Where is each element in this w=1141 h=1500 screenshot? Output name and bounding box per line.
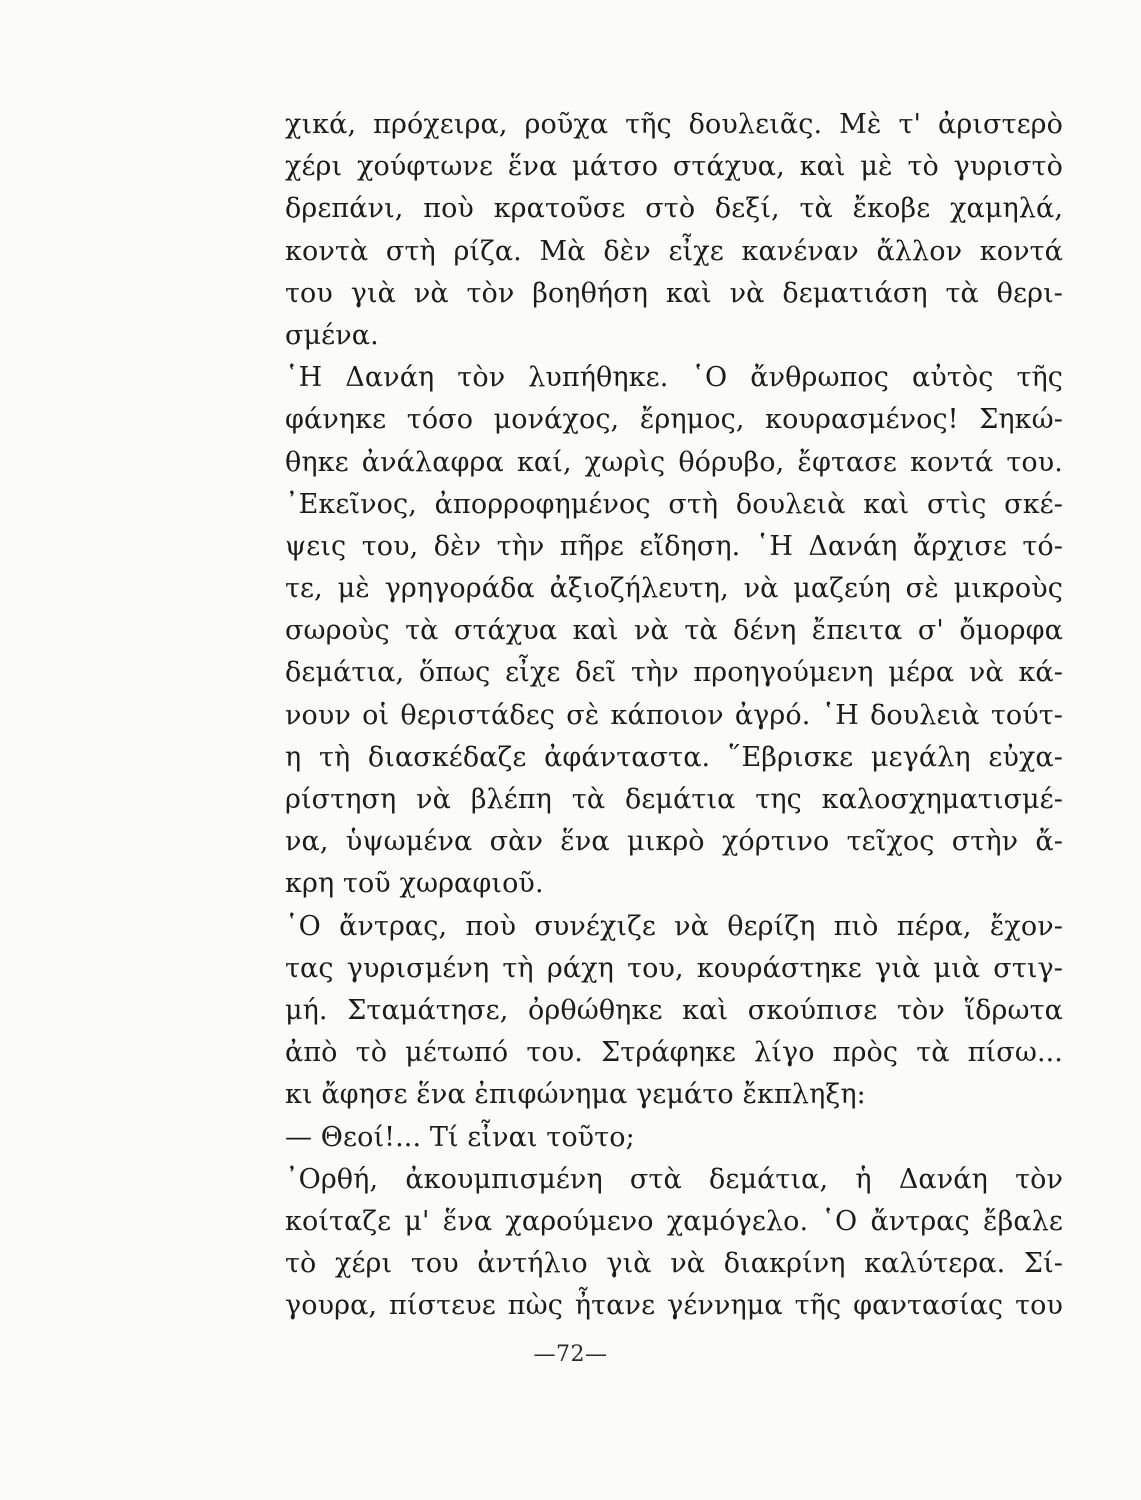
text-line: δεμάτια, ὅπως εἶχε δεῖ τὴν προηγούμενη μέρα νὰ κά- <box>285 657 1063 689</box>
text-line: ῾Η Δανάη τὸν λυπήθηκε. ῾Ο ἄνθρωπος αὐτὸς τῆς <box>285 362 1063 394</box>
text-line: σμένα. <box>285 319 379 351</box>
text-line: κοίταζε μ' ἕνα χαρούμενο χαμόγελο. ῾Ο ἄντρας ἔβαλε <box>285 1205 1063 1237</box>
text-line: θηκε ἀνάλαφρα καί, χωρὶς θόρυβο, ἔφτασε κοντά του. <box>285 446 1063 478</box>
text-line: ἀπὸ τὸ μέτωπό του. Στράφηκε λίγο πρὸς τὰ πίσω... <box>285 1037 1063 1069</box>
text-line: ψεις του, δὲν τὴν πῆρε εἴδηση. ῾Η Δανάη ἄρχισε τό- <box>285 530 1063 562</box>
text-line: κοντὰ στὴ ρίζα. Μὰ δὲν εἶχε κανέναν ἄλλον κοντά <box>285 235 1063 267</box>
text-line: — Θεοί!... Τί εἶναι τοῦτο; <box>285 1121 635 1153</box>
text-line: τας γυρισμένη τὴ ράχη του, κουράστηκε γιὰ μιὰ στιγ- <box>285 952 1063 984</box>
text-line: ᾿Εκεῖνος, ἀπορροφημένος στὴ δουλειὰ καὶ στὶς σκέ- <box>285 488 1063 520</box>
text-line: νουν οἱ θεριστάδες σὲ κάποιον ἀγρό. ῾Η δουλειὰ τούτ- <box>285 699 1063 731</box>
text-line: κι ἄφησε ἕνα ἐπιφώνημα γεμάτο ἔκπληξη: <box>285 1079 866 1111</box>
text-line: χέρι χούφτωνε ἕνα μάτσο στάχυα, καὶ μὲ τὸ γυριστὸ <box>285 151 1063 183</box>
text-line: φάνηκε τόσο μονάχος, ἔρημος, κουρασμένος! Σηκώ- <box>285 404 1063 436</box>
text-line: ρίστηση νὰ βλέπη τὰ δεμάτια της καλοσχηματισμέ- <box>285 784 1063 815</box>
text-line: τε, μὲ γρηγοράδα ἀξιοζήλευτη, νὰ μαζεύη σὲ μικροὺς <box>285 573 1063 605</box>
text-line: σωροὺς τὰ στάχυα καὶ νὰ τὰ δένη ἔπειτα σ' ὄμορφα <box>285 615 1063 647</box>
text-line: τὸ χέρι του ἀντήλιο γιὰ νὰ διακρίνη καλύτερα. Σί- <box>285 1248 1063 1280</box>
body-text <box>285 104 1063 1327</box>
text-line: χικά, πρόχειρα, ροῦχα τῆς δουλειᾶς. Μὲ τ' ἀριστερὸ <box>285 109 1063 140</box>
text-line: η τὴ διασκέδαζε ἀφάνταστα. ῞Εβρισκε μεγάλη εὐχα- <box>285 741 1063 773</box>
text-line: να, ὑψωμένα σὰν ἕνα μικρὸ χόρτινο τεῖχος στὴν ἄ- <box>285 826 1063 858</box>
text-line: ῾Ο ἄντρας, ποὺ συνέχιζε νὰ θερίζη πιὸ πέρα, ἔχον- <box>285 910 1063 942</box>
page-number: —72— <box>533 1342 608 1367</box>
text-line: κρη τοῦ χωραφιοῦ. <box>285 868 544 900</box>
text-line: μή. Σταμάτησε, ὀρθώθηκε καὶ σκούπισε τὸν ἵδρωτα <box>285 994 1063 1026</box>
text-line: δρεπάνι, ποὺ κρατοῦσε στὸ δεξί, τὰ ἔκοβε χαμηλά, <box>285 193 1063 225</box>
text-line: γουρα, πίστευε πὼς ἦτανε γέννημα τῆς φαντασίας του <box>285 1290 1063 1322</box>
text-line: του γιὰ νὰ τὸν βοηθήση καὶ νὰ δεματιάση τὰ θερι- <box>285 277 1063 309</box>
text-line: ᾿Ορθή, ἀκουμπισμένη στὰ δεμάτια, ἡ Δανάη τὸν <box>285 1163 1063 1195</box>
